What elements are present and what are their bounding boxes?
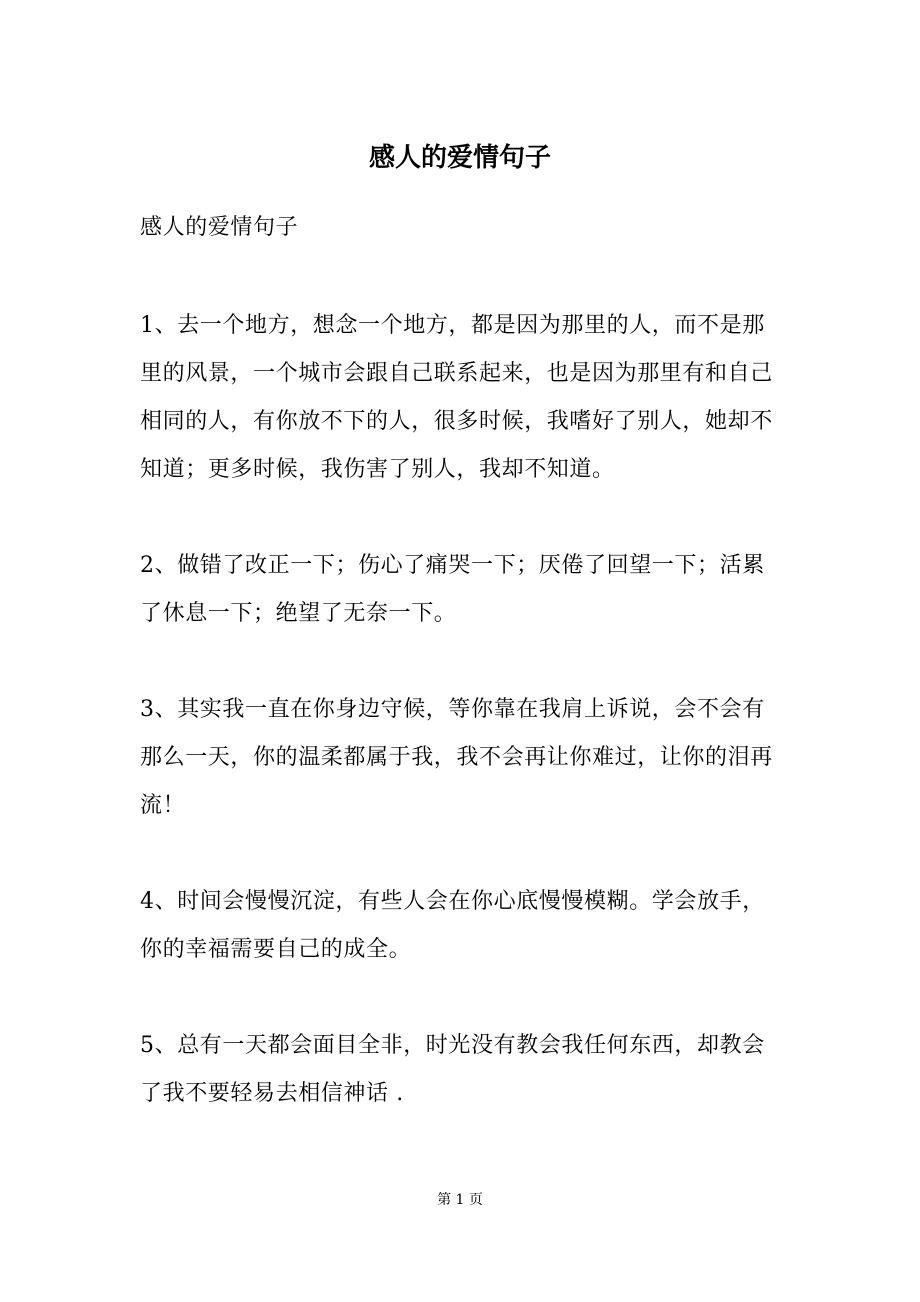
paragraph-1: 1、去一个地方，想念一个地方，都是因为那里的人，而不是那里的风景，一个城市会跟自己联系起来，也是因为那里有和自己相同的人，有你放不下的人，很多时候，我嗜好了别人，她却不知道；更多时候，我伤害了别人，我却不知道。 bbox=[140, 313, 773, 482]
paragraph-3: 3、其实我一直在你身边守候，等你靠在我肩上诉说，会不会有那么一天，你的温柔都属于我，我不会再让你难过，让你的泪再流！ bbox=[140, 697, 773, 818]
paragraph-2: 2、做错了改正一下；伤心了痛哭一下；厌倦了回望一下；活累了休息一下；绝望了无奈一下。 bbox=[140, 553, 765, 626]
paragraph-5: 5、总有一天都会面目全非，时光没有教会我任何东西，却教会了我不要轻易去相信神话 . bbox=[140, 1033, 765, 1106]
document-subtitle: 感人的爱情句子 bbox=[140, 215, 299, 240]
document-title: 感人的爱情句子 bbox=[368, 143, 551, 173]
page-number: 第 1 页 bbox=[437, 1192, 483, 1208]
paragraph-4: 4、时间会慢慢沉淀，有些人会在你心底慢慢模糊。学会放手，你的幸福需要自己的成全。 bbox=[140, 889, 765, 962]
